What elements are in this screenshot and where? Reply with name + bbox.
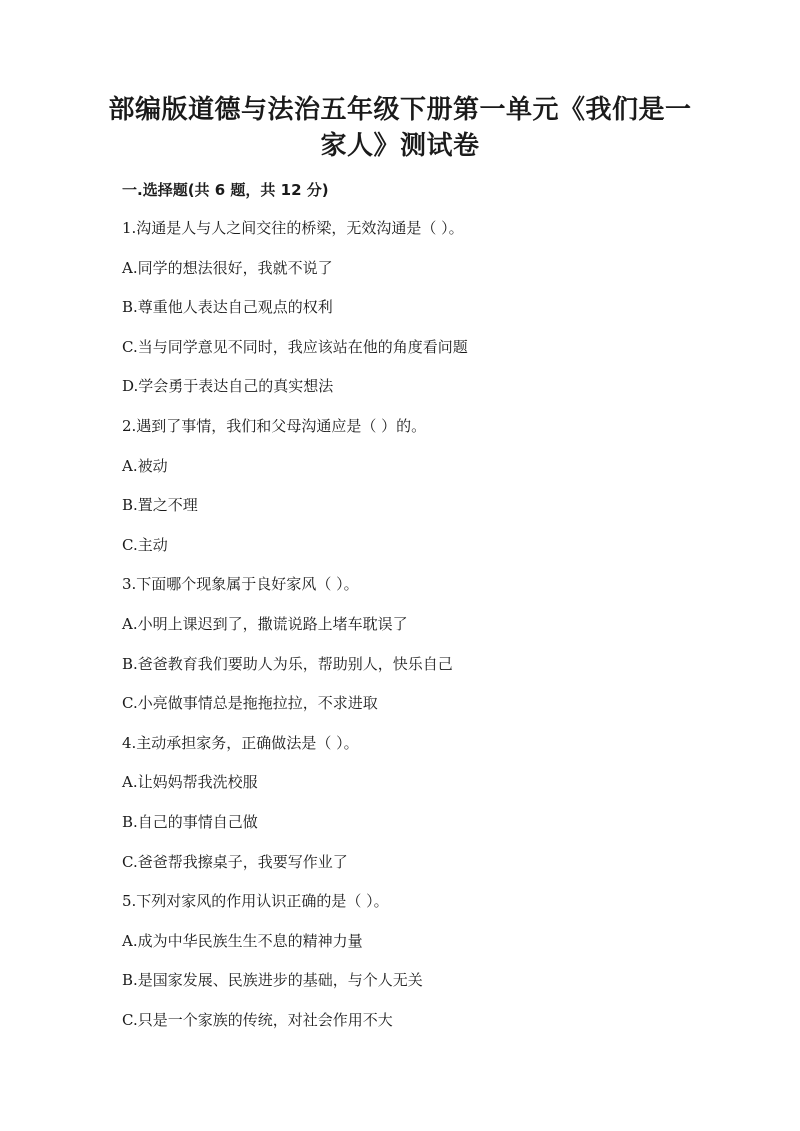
title-line-2: 家人》测试卷 bbox=[320, 131, 480, 161]
question-2-option-c: C.主动 bbox=[122, 535, 168, 554]
question-1-option-a: A.同学的想法很好，我就不说了 bbox=[122, 258, 333, 277]
question-1-stem: 1.沟通是人与人之间交往的桥梁，无效沟通是（ ）。 bbox=[122, 219, 464, 237]
question-1-option-c: C.当与同学意见不同时，我应该站在他的角度看问题 bbox=[122, 337, 468, 356]
question-5-stem: 5.下列对家风的作用认识正确的是（ ）。 bbox=[122, 892, 389, 911]
question-4-option-a: A.让妈妈帮我洗校服 bbox=[122, 773, 258, 792]
question-4-option-c: C.爸爸帮我擦桌子，我要写作业了 bbox=[122, 852, 348, 871]
question-4-stem: 4.主动承担家务，正确做法是（ ）。 bbox=[122, 733, 359, 752]
question-3-option-c: C.小亮做事情总是拖拖拉拉，不求进取 bbox=[122, 694, 378, 713]
question-2-option-b: B.置之不理 bbox=[122, 496, 198, 515]
title-line-1: 部编版道德与法治五年级下册第一单元《我们是一 bbox=[108, 95, 692, 125]
question-3-option-a: A.小明上课迟到了，撒谎说路上堵车耽误了 bbox=[122, 614, 408, 633]
question-1-option-d: D.学会勇于表达自己的真实想法 bbox=[122, 377, 334, 396]
question-5-option-b: B.是国家发展、民族进步的基础，与个人无关 bbox=[122, 971, 423, 990]
section-heading: 一.选择题(共 6 题，共 12 分) bbox=[122, 181, 329, 199]
question-2-stem: 2.遇到了事情，我们和父母沟通应是（ ）的。 bbox=[122, 416, 427, 435]
question-3-option-b: B.爸爸教育我们要助人为乐，帮助别人，快乐自己 bbox=[122, 654, 453, 673]
question-1-option-b: B.尊重他人表达自己观点的权利 bbox=[122, 298, 333, 317]
question-4-option-b: B.自己的事情自己做 bbox=[122, 812, 258, 831]
question-5-option-a: A.成为中华民族生生不息的精神力量 bbox=[122, 931, 363, 950]
question-list bbox=[122, 218, 722, 1049]
page-title bbox=[100, 92, 700, 164]
question-5-option-c: C.只是一个家族的传统，对社会作用不大 bbox=[122, 1010, 393, 1029]
question-2-option-a: A.被动 bbox=[122, 456, 168, 475]
question-3-stem: 3.下面哪个现象属于良好家风（ ）。 bbox=[122, 575, 359, 594]
